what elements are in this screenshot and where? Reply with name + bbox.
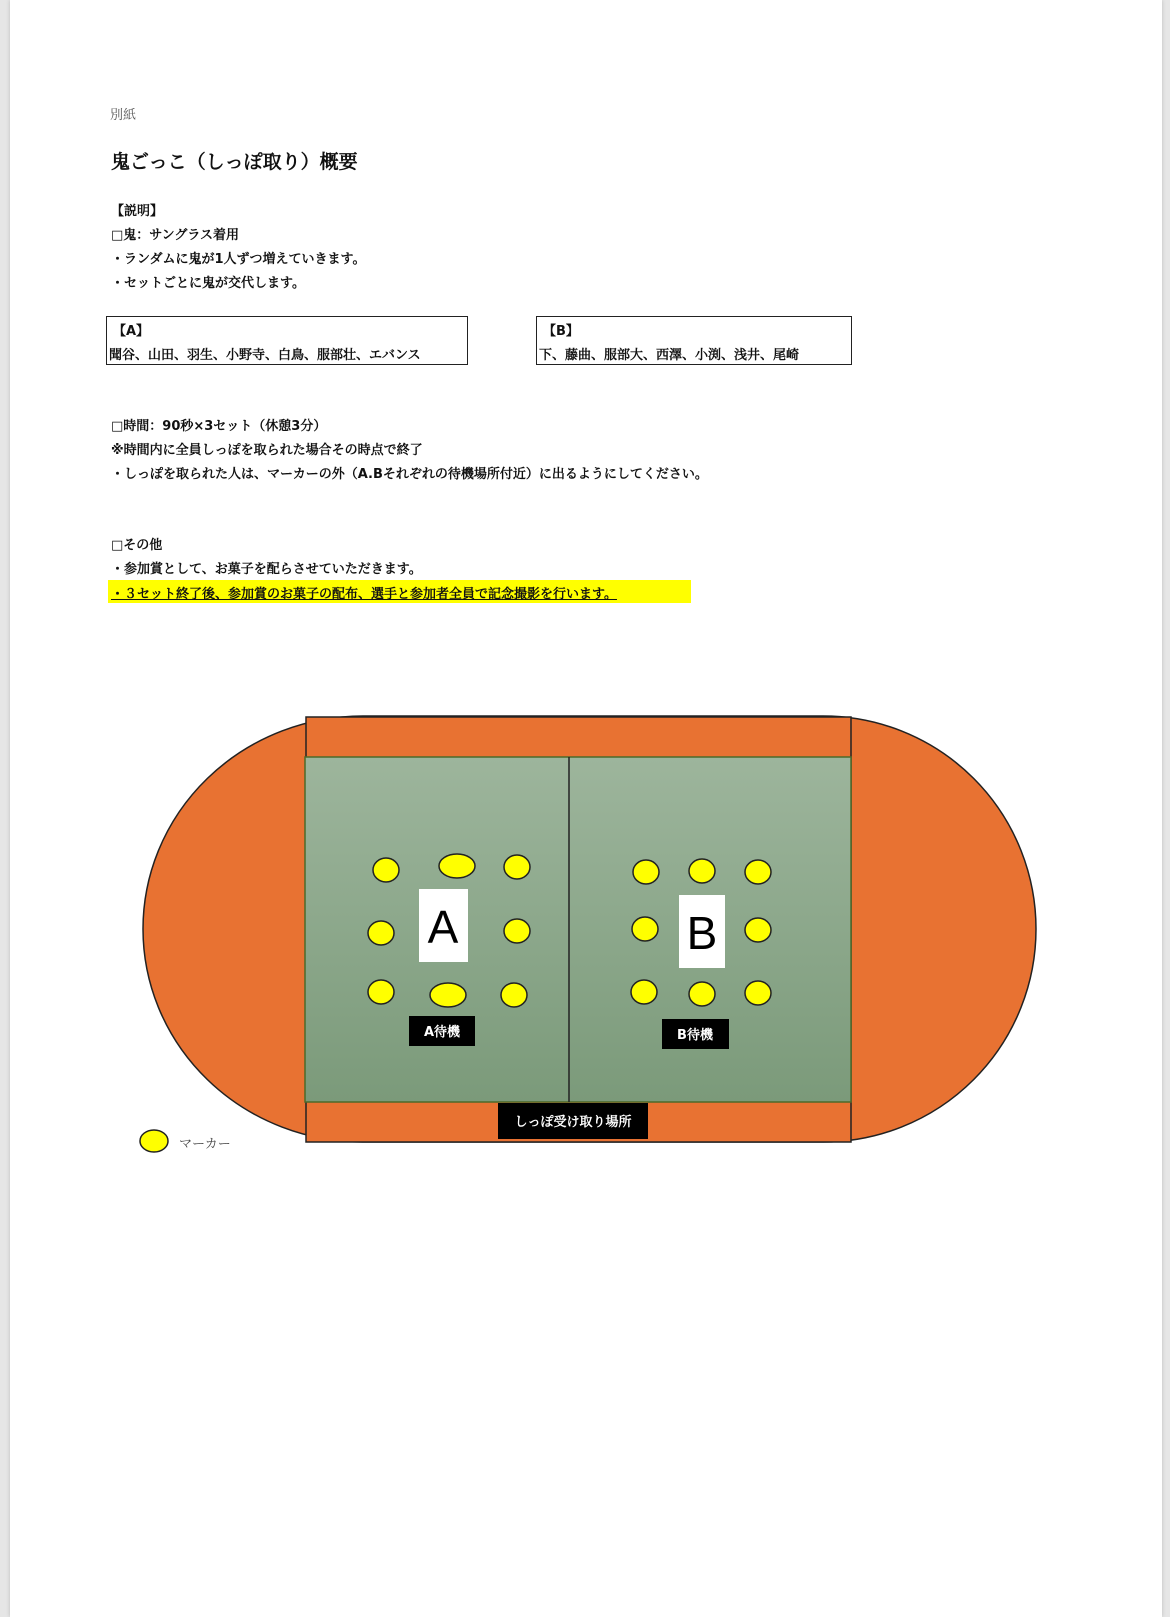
explanation-heading: 【説明】	[111, 204, 164, 219]
marker	[745, 860, 771, 884]
zone-a-letter: A	[427, 901, 459, 953]
team-b-members: 下、藤曲、服部大、西澤、小渕、浅井、尾崎	[539, 348, 800, 363]
marker	[631, 980, 657, 1004]
team-b-label: 【B】	[543, 324, 579, 339]
explanation-line: □鬼：サングラス着用	[111, 228, 239, 243]
field-diagram	[10, 0, 1162, 1617]
explanation-line: ・セットごとに鬼が交代します。	[111, 276, 305, 291]
marker	[368, 921, 394, 945]
marker	[430, 983, 466, 1007]
team-a-label: 【A】	[113, 324, 150, 339]
marker	[501, 983, 527, 1007]
marker	[504, 919, 530, 943]
marker	[689, 859, 715, 883]
marker	[632, 917, 658, 941]
time-line: ・しっぽを取られた人は、マーカーの外（A.Bそれぞれの待機場所付近）に出るようにしてください。	[111, 467, 708, 482]
tail-pickup-label: しっぽ受け取り場所	[514, 1115, 632, 1130]
marker	[368, 980, 394, 1004]
marker	[439, 854, 475, 878]
wait-a-label: A待機	[423, 1025, 461, 1040]
team-a-members: 聞谷、山田、羽生、小野寺、白鳥、服部壮、エバンス	[109, 348, 421, 363]
legend-label: マーカー	[179, 1137, 231, 1152]
attachment-tag: 別紙	[110, 108, 137, 123]
legend-marker-icon	[140, 1130, 168, 1152]
zone-b-letter: B	[686, 907, 718, 959]
time-line: ※時間内に全員しっぽを取られた場合その時点で終了	[111, 443, 423, 458]
other-line: ・参加賞として、お菓子を配らさせていただきます。	[111, 562, 422, 577]
other-heading: □その他	[111, 538, 163, 553]
marker	[504, 855, 530, 879]
time-line: □時間：90秒×3セット（休憩3分）	[111, 419, 327, 434]
marker	[633, 860, 659, 884]
marker	[745, 918, 771, 942]
page-title: 鬼ごっこ（しっぽ取り）概要	[111, 151, 358, 173]
document-page	[10, 0, 1162, 1617]
wait-b-label: B待機	[677, 1028, 713, 1043]
marker	[373, 858, 399, 882]
explanation-line: ・ランダムに鬼が1人ずつ増えていきます。	[111, 252, 366, 267]
highlighted-notice-text: ・３セット終了後、参加賞のお菓子の配布、選手と参加者全員で記念撮影を行います。	[111, 587, 617, 602]
marker	[745, 981, 771, 1005]
marker	[689, 982, 715, 1006]
